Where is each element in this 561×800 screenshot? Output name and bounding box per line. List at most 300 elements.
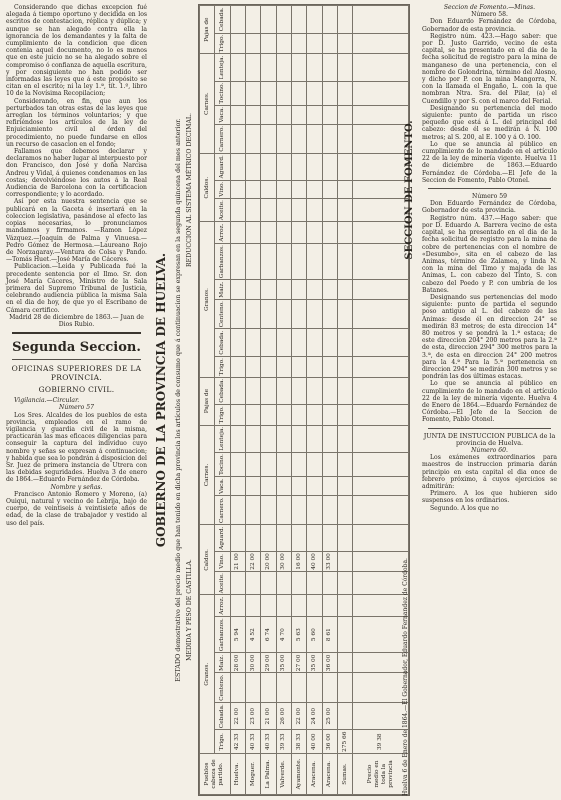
col-header: Trigo.	[215, 356, 230, 377]
notice-number: Número 60.	[471, 446, 508, 454]
value-cell: 42 33	[230, 730, 245, 754]
value-cell	[276, 124, 291, 153]
value-cell	[337, 703, 352, 730]
value-cell	[230, 105, 245, 124]
value-cell	[291, 54, 306, 81]
value-cell	[337, 280, 352, 299]
offices-heading: OFICINAS SUPERIORES DE LA PROVINCIA.	[11, 364, 142, 383]
value-cell	[353, 525, 409, 552]
value-cell	[322, 81, 337, 105]
value-cell	[291, 198, 306, 222]
value-cell	[291, 81, 306, 105]
value-cell	[230, 356, 245, 377]
value-cell	[261, 33, 276, 54]
col-header: Aguard.	[215, 153, 230, 180]
value-cell	[307, 6, 322, 34]
value-cell	[246, 222, 261, 243]
value-cell	[276, 356, 291, 377]
value-cell	[322, 404, 337, 425]
value-cell	[291, 356, 306, 377]
value-cell	[353, 105, 409, 124]
col-header: Maiz.	[215, 653, 230, 673]
value-cell	[291, 477, 306, 496]
value-cell	[353, 6, 409, 34]
precio-row	[353, 6, 409, 795]
value-cell: 40 00	[307, 552, 322, 572]
value-cell	[261, 404, 276, 425]
value-cell	[322, 356, 337, 377]
value-cell	[353, 153, 409, 180]
value-cell	[246, 124, 261, 153]
value-cell	[322, 222, 337, 243]
value-cell	[307, 477, 322, 496]
value-cell: 35 00	[307, 653, 322, 673]
divider	[428, 428, 551, 429]
value-cell	[261, 571, 276, 595]
granos-header: Granos.	[200, 595, 215, 754]
value-cell	[291, 6, 306, 34]
value-cell	[230, 153, 245, 180]
divider	[428, 188, 551, 189]
province-header: GOBIERNO DE LA PROVINCIA DE HUELVA.	[154, 252, 168, 548]
value-cell	[230, 243, 245, 280]
col-header: Vaca.	[215, 105, 230, 124]
col-header: Lenteja.	[215, 54, 230, 81]
paragraph: Lo que se anuncia al público en cumplimiento de lo mandado en el artículo 22 de la ley de minería vigente. Huelva 11 de diciembre de 1863.—Eduardo Fernández de Córdoba.—El Jefe de la Seccion de Fomento, Pablo Otonel.	[422, 140, 557, 184]
sumas-row	[337, 6, 352, 795]
value-cell	[261, 299, 276, 329]
value-cell	[276, 496, 291, 525]
table-subheader: ESTADO demostrativo del precio medio que han tenido en dicha provincia los artículos de consumo que á continuacion se expresan en la segunda quincena del mes anterior.	[174, 118, 182, 682]
value-cell	[261, 180, 276, 198]
col-header: Vino.	[215, 552, 230, 572]
value-cell	[307, 222, 322, 243]
value-cell	[230, 329, 245, 356]
value-cell	[246, 673, 261, 703]
value-cell	[291, 595, 306, 616]
col-header: Centeno.	[215, 299, 230, 329]
value-cell	[291, 222, 306, 243]
value-cell	[307, 54, 322, 81]
col-header: Maiz.	[215, 280, 230, 299]
value-cell	[337, 571, 352, 595]
value-cell	[353, 425, 409, 452]
value-cell	[291, 377, 306, 404]
value-cell: 40 33	[261, 730, 276, 754]
value-cell	[276, 54, 291, 81]
pueblo-cell: Valverde.	[276, 754, 291, 795]
value-cell	[246, 571, 261, 595]
value-cell	[307, 425, 322, 452]
value-cell	[322, 377, 337, 404]
value-cell	[276, 105, 291, 124]
notice-number: Número 58.	[471, 11, 508, 19]
value-cell	[291, 571, 306, 595]
value-cell	[337, 525, 352, 552]
value-cell	[276, 81, 291, 105]
mines-heading: Seccion de Fomento.—Minas.	[443, 4, 536, 11]
value-cell	[307, 356, 322, 377]
value-cell	[276, 571, 291, 595]
value-cell	[276, 525, 291, 552]
value-cell: 275 66	[337, 730, 352, 754]
value-cell	[246, 280, 261, 299]
value-cell	[337, 477, 352, 496]
value-cell: 5 63	[291, 616, 306, 653]
value-cell	[322, 452, 337, 476]
value-cell	[246, 6, 261, 34]
value-cell	[337, 329, 352, 356]
col-header: Garbanzos.	[215, 616, 230, 653]
value-cell	[307, 198, 322, 222]
divider	[12, 359, 141, 360]
paragraph: Los Sres. Alcaldes de los pueblos de esta provincia, empleados en el ramo de vigilancia y guardia civil de la misma, practicarán las mas eficaces diligencias para conseguir la captura del individuo cuyo nombre y señas se expresan á continuacion; y habida que sea lo pondrán á disposicion del Sr. Juez de primera instancia de Utrera con las debidas seguridades. Huelva 3 de enero de 1864.—Eduardo Fernández de Córdoba.	[6, 411, 147, 484]
value-cell	[230, 222, 245, 243]
value-cell	[230, 198, 245, 222]
value-cell	[230, 124, 245, 153]
value-cell	[337, 653, 352, 673]
value-cell: 26 00	[276, 703, 291, 730]
value-cell	[261, 496, 276, 525]
value-cell: 24 00	[307, 703, 322, 730]
value-cell	[353, 571, 409, 595]
value-cell	[230, 525, 245, 552]
value-cell	[291, 280, 306, 299]
value-cell	[246, 299, 261, 329]
value-cell: 40 00	[307, 730, 322, 754]
value-cell	[322, 105, 337, 124]
col-header: Aceite.	[215, 198, 230, 222]
col-header: Cebada.	[215, 6, 230, 34]
pueblo-cell: Moguer.	[246, 754, 261, 795]
notice-number: Número 59	[472, 193, 507, 201]
value-cell	[307, 673, 322, 703]
paragraph: Considerando, en fin, que aun los perturbados tan otras estas de las leyes que arreglan los términos voluntarios; y que refiriéndose los artículos de la ley de Enjuiciamiento civil al órden del procedimiento, no puede fundarse en ellos un recurso de casacion en el fondo;	[6, 97, 147, 148]
value-cell	[337, 33, 352, 54]
value-cell	[353, 222, 409, 243]
value-cell	[353, 356, 409, 377]
pueblo-cell: Huelva.	[230, 754, 245, 795]
value-cell	[322, 525, 337, 552]
paragraph: Designando su pertenencia del modo siguiente: punto de partida un risco pequeño que está á L. del principal del cabezo: desde él se medirán á N. 100 metros; al S. 200, al E. 100 y á O. 100.	[422, 104, 557, 141]
value-cell	[353, 616, 409, 653]
value-cell	[307, 105, 322, 124]
value-cell: 22 00	[291, 703, 306, 730]
value-cell	[322, 280, 337, 299]
value-cell	[337, 105, 352, 124]
value-cell	[276, 299, 291, 329]
value-cell	[291, 525, 306, 552]
value-cell	[246, 356, 261, 377]
value-cell	[337, 595, 352, 616]
col-header: Vaca.	[215, 477, 230, 496]
col-header: Carnero.	[215, 496, 230, 525]
value-cell	[353, 477, 409, 496]
paragraph: Considerando que dichas excepcion fué alegada á tiempo oportuno y decidida en los escritos de contestacion, réplica y dúplica; y aunque se han alegado contra ella la ignorancia de los demandantes y la falta de cumplimiento de la condicion que dicen contenia aquel documento, no lo es menos que en este juicio no se ha alegado sobre el compromiso ó confianza de aquella escritura, y por consiguiente no han podido ser informadas las leyes que á este propósito se citan en el escrito; ni la ley 1.ª, tít. 1.º, libro 10 de la Novísima Recopilacion;	[6, 4, 147, 98]
value-cell	[337, 673, 352, 703]
value-cell	[307, 124, 322, 153]
carnes-header-metric: Carnes.	[200, 54, 215, 154]
value-cell	[307, 404, 322, 425]
value-cell	[276, 329, 291, 356]
col-header: Cebada.	[215, 377, 230, 404]
table-footer: Huelva 6 de Enero de 1864.—El Gobernador, Eduardo Fernandez de Córdoba.	[402, 558, 409, 796]
value-cell	[261, 153, 276, 180]
value-cell	[261, 452, 276, 476]
value-cell	[276, 153, 291, 180]
value-cell	[353, 552, 409, 572]
value-cell	[353, 198, 409, 222]
paragraph: Don Eduardo Fernández de Córdoba, Gobernador de esta provincia.	[422, 18, 557, 33]
col-header: Aceite.	[215, 571, 230, 595]
value-cell	[246, 425, 261, 452]
value-cell	[261, 6, 276, 34]
value-cell	[337, 81, 352, 105]
rotated-price-table	[152, 0, 416, 800]
value-cell	[246, 525, 261, 552]
value-cell: 5 60	[307, 616, 322, 653]
value-cell: 5 94	[230, 616, 245, 653]
col-header: Tocino.	[215, 81, 230, 105]
value-cell	[353, 54, 409, 81]
value-cell	[322, 6, 337, 34]
value-cell: 8 61	[322, 616, 337, 653]
value-cell	[261, 595, 276, 616]
table-row	[291, 6, 306, 795]
value-cell	[261, 105, 276, 124]
value-cell	[230, 595, 245, 616]
col-header: Vino.	[215, 180, 230, 198]
paragraph: Designando sus pertenencias del modo siguiente: punto de partida el segundo poso antiguo al L. del cabezo de las Animas: desde él en direccion 24° se medirán 83 metros; de esta direccion 14° 80 metros y se pondrá la 1.ª estaca; de este direccion 204° 200 metros para la 2.ª de esta, direccion 294° 300 metros para la 3.ª, de esta en direccion 24° 200 metros para la 4.ª Para la 5.ª pertenencia en direccion 294° se medirán 300 metros y se pondrán las dos últimas estacas.	[422, 293, 557, 381]
value-cell	[353, 329, 409, 356]
col-header: Centeno.	[215, 673, 230, 703]
value-cell	[322, 33, 337, 54]
value-cell	[276, 33, 291, 54]
paragraph: Lo que se anuncia al público en cumplimiento de lo mandado en el artículo 22 de la ley de minería vigente. Huelva 4 de Enero de 1864.—Eduardo Fernández de Córdoba.—El Jefe de la Seccion de Fomento, Pablo Otonel.	[422, 380, 557, 424]
value-cell	[276, 198, 291, 222]
civil-government-heading: GOBIERNO CIVIL.	[38, 385, 115, 395]
value-cell	[337, 616, 352, 653]
value-cell	[246, 180, 261, 198]
value-cell	[291, 496, 306, 525]
col-header: Trigo.	[215, 33, 230, 54]
value-cell	[276, 477, 291, 496]
value-cell	[230, 299, 245, 329]
value-cell	[322, 54, 337, 81]
pueblo-cell: La Palma.	[261, 754, 276, 795]
value-cell	[322, 243, 337, 280]
value-cell	[307, 595, 322, 616]
value-cell: 35 00	[276, 653, 291, 673]
value-cell	[276, 404, 291, 425]
value-cell	[276, 595, 291, 616]
value-cell	[322, 477, 337, 496]
value-cell: 38 33	[291, 730, 306, 754]
value-cell: 23 00	[246, 703, 261, 730]
granos-header-metric: Granos.	[200, 222, 215, 377]
metric-measures: REDUCCION AL SISTEMA MÉTRICO DECIMAL.	[186, 113, 193, 267]
value-cell: 40 33	[246, 730, 261, 754]
value-cell: 20 00	[261, 552, 276, 572]
value-cell: 28 00	[230, 653, 245, 673]
value-cell: 39 38	[353, 730, 409, 754]
table-row	[322, 6, 337, 795]
value-cell	[276, 377, 291, 404]
value-cell	[230, 404, 245, 425]
pueblo-cell: Aracena.	[322, 754, 337, 795]
value-cell	[337, 54, 352, 81]
value-cell	[353, 377, 409, 404]
prices-table	[199, 5, 409, 795]
pajas-header-metric: Pajas de	[200, 6, 215, 54]
precio-label: Precio medio en toda la provincia	[353, 754, 409, 795]
caldos-header-metric: Caldos.	[200, 153, 215, 222]
value-cell	[230, 425, 245, 452]
table-row	[276, 6, 291, 795]
value-cell: 36 00	[322, 730, 337, 754]
value-cell	[261, 477, 276, 496]
col-header: Lenteja.	[215, 425, 230, 452]
value-cell	[246, 198, 261, 222]
value-cell	[276, 222, 291, 243]
col-header: Garbanzos.	[215, 243, 230, 280]
value-cell	[276, 425, 291, 452]
paragraph: Segundo. A los que no	[430, 504, 499, 512]
value-cell	[337, 299, 352, 329]
pueblo-cell: Ayamonte.	[291, 754, 306, 795]
paragraph: Registro núm. 437.—Hago saber: que por D. Eduardo A. Barrera vecino de esta capital, se ha presentado en el dia de la fecha solicitud de registro para la mina de cobre de pertenencias con el nombre de «Desumbo», sita en el cabezo de las Animas, término de Zalamea, y linda N. con la mina del Timo y majada de las Animas, L. con cabezo del Tinto, S. con cabezo del Poedo y P. con umbría de los Batanes.	[422, 214, 557, 294]
value-cell: 22 00	[230, 703, 245, 730]
value-cell	[291, 425, 306, 452]
value-cell	[353, 243, 409, 280]
value-cell	[307, 329, 322, 356]
junta-heading: JUNTA DE INSTUCCION PUBLICA de la provincia de Huelva.	[423, 431, 556, 447]
value-cell	[261, 329, 276, 356]
value-cell	[307, 280, 322, 299]
value-cell	[291, 153, 306, 180]
paragraph: Fallamos que debemos declarar y declaramos no haber lugar al interpuesto por don Francisco, don José y doña Narcisa Andreu y Vidal, á quienes condenamos en las costas; devolviéndose los autos á la Real Audiencia de Barcelona con la certificacion correspondiente; y lo acordado.	[6, 148, 147, 199]
value-cell	[276, 243, 291, 280]
value-cell	[291, 124, 306, 153]
value-cell	[291, 673, 306, 703]
value-cell: 21 00	[261, 703, 276, 730]
value-cell	[353, 452, 409, 476]
value-cell	[353, 404, 409, 425]
value-cell	[337, 496, 352, 525]
table-row	[307, 6, 322, 795]
value-cell	[337, 552, 352, 572]
value-cell	[261, 673, 276, 703]
price-table-column	[152, 0, 416, 800]
col-header: Aguard.	[215, 525, 230, 552]
paragraph: Los exámenes extraordinarios para maestros de instruccion primaria darán principio en esta capital el dia once de febrero próximo, á cuyos ejercicios se admitirán:	[422, 454, 557, 490]
value-cell	[337, 180, 352, 198]
value-cell	[230, 54, 245, 81]
paragraph: Publicacion.—Leida y Publicada fué la precedente sentencia por el Ilmo. Sr. don José María Cáceres, Ministro de la Sala primera del Supremo Tribunal de Justicia, celebrando audiencia pública la misma Sala en el dia de hoy, de que yo el Escribano de Cámara certifico.	[6, 263, 147, 314]
value-cell	[337, 124, 352, 153]
value-cell	[246, 595, 261, 616]
pajas-header: Pajas de	[200, 377, 215, 425]
value-cell	[307, 33, 322, 54]
value-cell	[246, 153, 261, 180]
paragraph: Primero. A los que hubieren sido suspensos en los ordinarios.	[422, 490, 557, 505]
value-cell	[353, 595, 409, 616]
value-cell	[246, 452, 261, 476]
sumas-label: Sumas.	[337, 754, 352, 795]
paragraph: Así por esta nuestra sentencia que se publicará en la Gaceta é insertará en la coleccion legislativa, pasándose al efecto las copias necesarias, lo pronunciamos mandamos y firmamos. —Ramon López Vázquez.—Joaquin de Palma y Vinuesa.—Pedro Gómez de Hermosa.—Laureano Rojo de Norzagaray.—Ventura de Colsa y Pando. —Tomás Huet.—José María de Cáceres.	[6, 198, 147, 264]
value-cell	[246, 105, 261, 124]
value-cell	[337, 198, 352, 222]
value-cell	[291, 299, 306, 329]
value-cell	[353, 299, 409, 329]
value-cell	[261, 81, 276, 105]
caldos-header: Caldos.	[200, 525, 215, 595]
col-header: Trigo.	[215, 404, 230, 425]
value-cell	[246, 377, 261, 404]
value-cell	[261, 222, 276, 243]
value-cell	[276, 452, 291, 476]
value-cell	[322, 673, 337, 703]
value-cell: 4 52	[246, 616, 261, 653]
divider	[12, 332, 141, 334]
value-cell	[322, 496, 337, 525]
value-cell	[261, 377, 276, 404]
value-cell	[337, 153, 352, 180]
value-cell	[322, 571, 337, 595]
value-cell	[246, 54, 261, 81]
value-cell	[291, 105, 306, 124]
value-cell	[246, 477, 261, 496]
value-cell	[230, 477, 245, 496]
value-cell	[261, 425, 276, 452]
value-cell	[322, 124, 337, 153]
castile-measures: MEDIDA Y PESO DE CASTILLA.	[186, 559, 193, 661]
value-cell	[337, 425, 352, 452]
value-cell	[353, 33, 409, 54]
value-cell	[291, 329, 306, 356]
value-cell	[230, 571, 245, 595]
value-cell	[276, 280, 291, 299]
value-cell	[246, 33, 261, 54]
value-cell	[230, 452, 245, 476]
value-cell	[261, 124, 276, 153]
value-cell	[246, 81, 261, 105]
value-cell	[246, 496, 261, 525]
value-cell	[307, 525, 322, 552]
col-header: Cebada.	[215, 703, 230, 730]
table-row	[230, 6, 245, 795]
date-line: Madrid 28 de diciembre de 1863.— Juan de Dios Rubio.	[9, 313, 144, 328]
value-cell	[291, 33, 306, 54]
value-cell	[230, 673, 245, 703]
paragraph: Francisco Antonio Romero y Moreno, (a) Ouiqui, natural y vecino de Lebrija, bajo de cuerpo, de veintiseis á veintisiete años de edad, de la clase de trabajador y vestido al uso del país.	[6, 490, 147, 527]
value-cell	[307, 153, 322, 180]
value-cell	[291, 243, 306, 280]
vigilance-heading: Vigilancia.—Circular.	[14, 397, 80, 405]
names-heading: Nombre y señas.	[50, 483, 103, 491]
value-cell	[337, 222, 352, 243]
value-cell	[353, 280, 409, 299]
value-cell: 30 00	[246, 653, 261, 673]
value-cell	[307, 377, 322, 404]
value-cell: 30 00	[276, 552, 291, 572]
value-cell: 25 00	[322, 703, 337, 730]
right-column	[416, 0, 561, 800]
value-cell	[261, 54, 276, 81]
value-cell	[353, 180, 409, 198]
value-cell	[353, 653, 409, 673]
pueblos-header: Pueblos cabeza de partido.	[200, 754, 231, 795]
